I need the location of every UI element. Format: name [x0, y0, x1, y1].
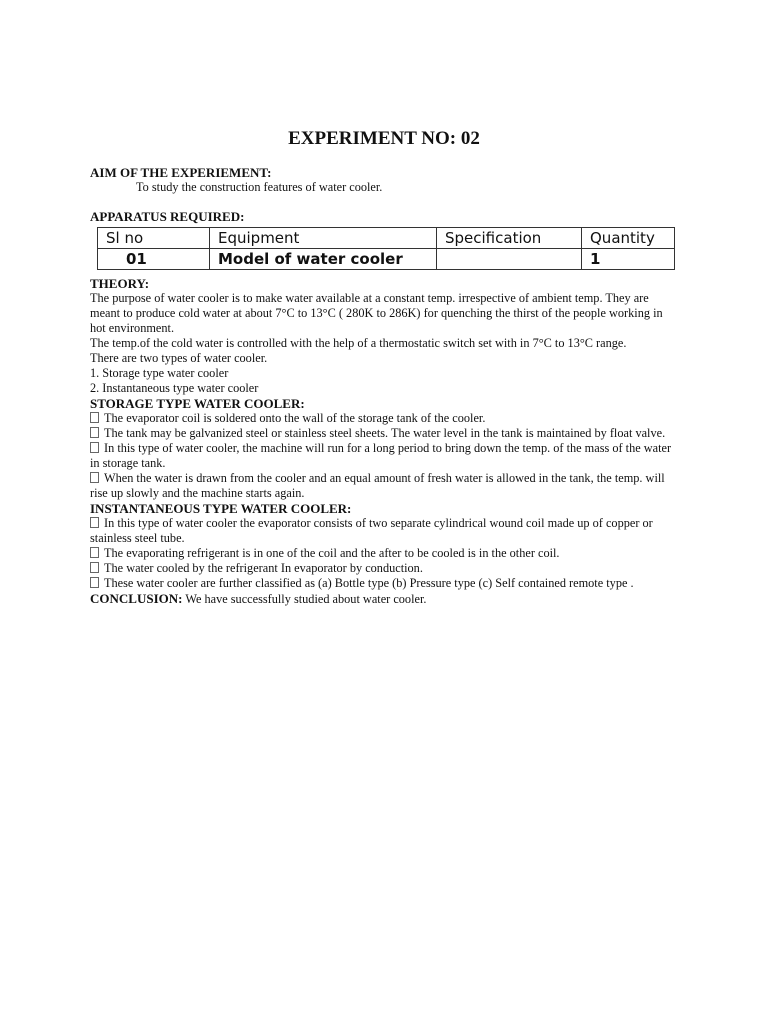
page-title: EXPERIMENT NO: 02	[288, 128, 480, 149]
theory-paragraph-2: The temp.of the cold water is controlled with the help of a thermostatic switch set with in 7°C to 13°C range.	[90, 336, 627, 350]
storage-bullet-1	[90, 411, 678, 426]
bullet-text: The evaporating refrigerant is in one of the coil and the after to be cooled is in the other coil.	[104, 546, 560, 560]
cell-quantity: 1	[582, 249, 675, 270]
bullet-box-icon	[90, 547, 99, 558]
storage-heading: STORAGE TYPE WATER COOLER:	[90, 396, 305, 411]
conclusion-text: We have successfully studied about water cooler.	[185, 592, 427, 606]
column-header-specification: Specification	[437, 228, 582, 249]
apparatus-heading: APPARATUS REQUIRED:	[90, 209, 245, 224]
conclusion	[90, 591, 678, 607]
theory-paragraph-1: The purpose of water cooler is to make water available at a constant temp. irrespective of ambient temp. They are meant to produce cold water at about 7°C to 13°C ( 280K to 286K) for quenching the thirst of the people working in hot environment.	[90, 291, 663, 335]
instantaneous-bullet-3	[90, 561, 678, 576]
column-header-equipment: Equipment	[210, 228, 437, 249]
storage-bullet-2	[90, 426, 678, 441]
storage-bullet-4	[90, 471, 678, 501]
type-list-item-1: 1. Storage type water cooler	[90, 366, 229, 380]
bullet-text: When the water is drawn from the cooler and an equal amount of fresh water is allowed in the tank, the temp. will rise up slowly and the machine starts again.	[90, 471, 665, 500]
aim-heading: AIM OF THE EXPERIEMENT:	[90, 165, 272, 180]
instantaneous-bullet-1	[90, 516, 678, 546]
conclusion-label: CONCLUSION:	[90, 591, 183, 606]
bullet-text: In this type of water cooler, the machine will run for a long period to bring down the temp. of the mass of the water in storage tank.	[90, 441, 672, 470]
instantaneous-bullet-4	[90, 576, 678, 591]
bullet-box-icon	[90, 517, 99, 528]
bullet-box-icon	[90, 412, 99, 423]
bullet-box-icon	[90, 562, 99, 573]
body-text	[90, 276, 678, 607]
apparatus-table	[97, 227, 675, 270]
bullet-text: These water cooler are further classified as (a) Bottle type (b) Pressure type (c) Self contained remote type .	[104, 576, 634, 590]
cell-sl-no: 01	[98, 249, 210, 270]
bullet-text: The evaporator coil is soldered onto the wall of the storage tank of the cooler.	[104, 411, 486, 425]
bullet-box-icon	[90, 577, 99, 588]
bullet-text: The tank may be galvanized steel or stainless steel sheets. The water level in the tank is maintained by float valve.	[104, 426, 666, 440]
cell-specification	[437, 249, 582, 270]
bullet-box-icon	[90, 427, 99, 438]
theory-heading: THEORY:	[90, 276, 150, 291]
bullet-text: In this type of water cooler the evaporator consists of two separate cylindrical wound coil made up of copper or stainless steel tube.	[90, 516, 653, 545]
storage-bullet-3	[90, 441, 678, 471]
column-header-quantity: Quantity	[582, 228, 675, 249]
column-header-sl-no: Sl no	[98, 228, 210, 249]
instantaneous-bullet-2	[90, 546, 678, 561]
bullet-text: The water cooled by the refrigerant In evaporator by conduction.	[104, 561, 423, 575]
type-list-item-2: 2. Instantaneous type water cooler	[90, 381, 259, 395]
aim-text: To study the construction features of water cooler.	[136, 180, 383, 194]
bullet-box-icon	[90, 442, 99, 453]
theory-paragraph-3: There are two types of water cooler.	[90, 351, 268, 365]
table-header-row	[98, 228, 675, 249]
bullet-box-icon	[90, 472, 99, 483]
table-row	[98, 249, 675, 270]
instantaneous-heading: INSTANTANEOUS TYPE WATER COOLER:	[90, 501, 352, 516]
cell-equipment: Model of water cooler	[210, 249, 437, 270]
